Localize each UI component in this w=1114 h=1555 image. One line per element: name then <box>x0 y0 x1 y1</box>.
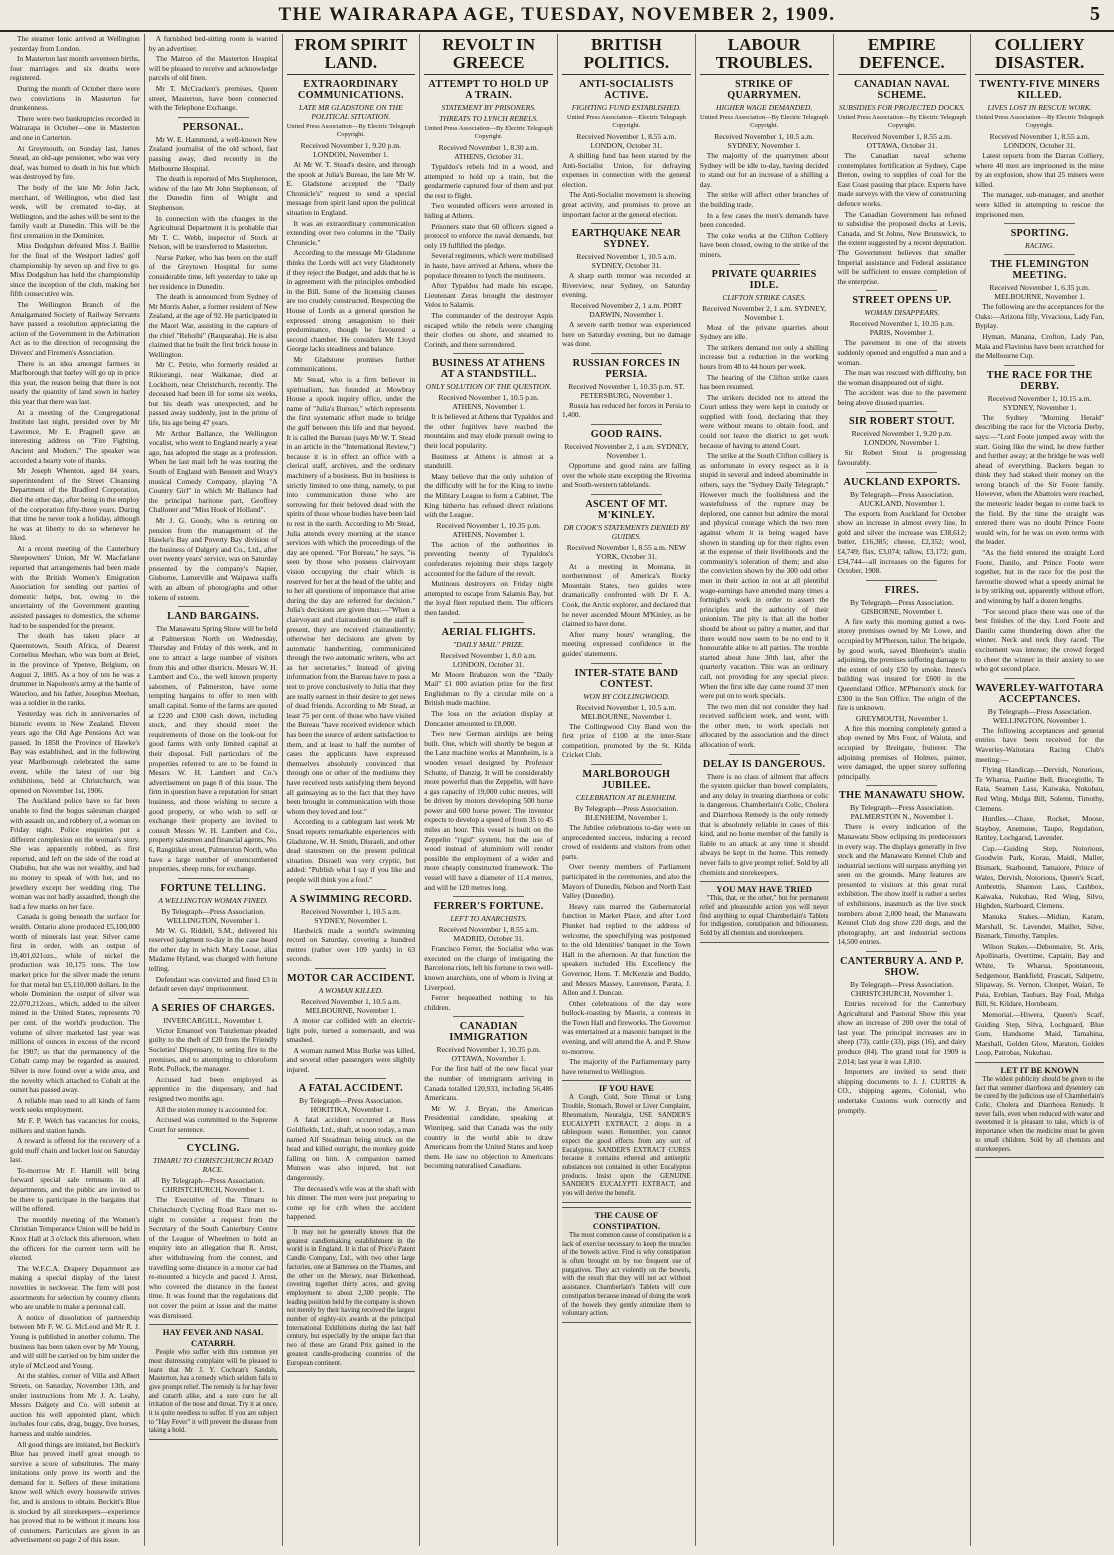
section-divider <box>729 264 800 265</box>
article-paragraph: The strikers decided not to attend the Court unless they were kept in custody or supplied with food, declaring that they were without means to obtain food, and could not leave the district to get work because of having to attend Court. <box>699 392 829 450</box>
article-paragraph: Prisoners state that 60 officers signed a protocol to enforce the naval demands, but only 19 fulfilled the pledge. <box>424 221 553 250</box>
article-dateline: Received November 1, 9.20 p.m. LONDON, November 1. <box>300 141 402 159</box>
article-dateline: By Telegraph—Press Association. CHRISTCHURCH, November 1. <box>850 980 954 999</box>
article-paragraph: The two men did not consider they had received sufficient work, and went, with the other men, to work specials not allocated by the association and the direct allocation of work. <box>699 701 829 750</box>
section-divider <box>453 896 524 897</box>
article-paragraph: Mr Stead, who is a firm believer in spiritualism, has founded at Mowbray House a spook inquiry office, under the name of "Julia's Bureau," which represents the first systematic effort made to bridge the gulf between this life and that beyond. It is called the Bureau (says Mr W. T. Stead in an article in the "International Review,") because it is in effect an office with a clerical staff, archives, and the ordinary machinery of a business. But its business is strictly limited to one thing, namely, to put into communication those who are sorrowing for their beloved dead with the spirits of those whose bodies have been laid to rest in the earth. According to Mr Stead, Julia attends every morning at the stance services with which the proceedings of the day are opened. "For Bureau," he says, "is seen by those who possess clairvoyant vision occupying the chair which is reserved for her at the head of the table; and to her all questions of importance that arise during the day are referred for decision." Julia's decisions are given thus:—"When a clairvoyant and clairaudient on the staff is present, they are received clairaudiently; otherwise her decisions are given by automatic handwriting, communicated through the two automatic writers, who act as her secretaries." Instead of giving information from the Bureau have to pass a test to prove conclusively to Julia that they are really earnest in their desire to get news of dead friends. According to Mr Stead, at least 75 per cent. of those who have visited the Bureau "have received evidence which has been the source of ardent satisfaction to them, and at least to half the number of cases the applicants have expressed themselves absolutely convinced that through one or other of the mediums they have received tests satisfying them beyond all gainsaying as to the fact that they have been brought in communication with those whom they loved and lost." <box>286 375 416 816</box>
masthead <box>0 0 1114 32</box>
article-paragraph: The W.F.C.A. Drapery Department are making a special display of the latest novelties in neckwear. The firm will post assortments for selection by country clients who are unable to make a personal call. <box>10 1263 140 1312</box>
article-subheading: FIGHTING FUND ESTABLISHED. <box>571 103 682 112</box>
article-dateline: Received November 1, 10.35 p.m. PARIS, November 1. <box>849 319 954 338</box>
article-headline: ANTI-SOCIALISTS ACTIVE. <box>579 79 674 101</box>
advertisement <box>700 881 829 943</box>
article-paragraph: To-morrow Mr F. Hamill will bring forward special sale remnants in all departments, and the public are invited to be there to participate in the bargains that will be offered. <box>10 1165 140 1214</box>
article-paragraph: The majority of the Parliamentary party have returned to Wellington. <box>562 1057 691 1076</box>
section-divider <box>178 117 249 118</box>
column-6 <box>695 34 833 1546</box>
wire-credit: United Press Association—By Electric Telegraph Copyright. <box>837 114 967 129</box>
advertisement-text: The widest publicity should be given to the fact that summer diarrhoea and dysentery can be cured by the judicious use of Chamberlain's Colic, Cholera and Diarrhoea Remedy. It never fails, even when reduced with water and sweetened it is pleasant to take, which is of importance when the medicine must be given to small children. Sold by all chemists and storekeepers. <box>975 1075 1104 1153</box>
article-headline: GOOD RAINS. <box>590 428 662 440</box>
article-paragraph: The Matron of the Masterton Hospital will be pleased to receive and acknowledge parcels of old linen. <box>148 54 278 83</box>
article-headline: RUSSIAN FORCES IN PERSIA. <box>572 357 681 380</box>
section-divider <box>1004 678 1075 679</box>
newspaper-title: THE WAIRARAPA AGE, TUESDAY, NOVEMBER 2, 1909. <box>278 4 836 25</box>
article-paragraph: The pavement in one of the streets suddenly opened and engulfed a man and a woman. <box>837 338 967 367</box>
section-divider <box>591 494 662 495</box>
article-paragraph: During the month of October there were two convictions in Masterton for drunkenness. <box>10 83 140 113</box>
article-paragraph: The steamer Ionic arrived at Wellington yesterday from London. <box>10 34 140 53</box>
article-paragraph: The Auckland police have so far been unable to find the bogus salesman charged with assault on, and robbery of, a woman on Friday night. Police enquiries put a different complexion on the woman's story. She was apparently robbed, as first reported, and left on the side of the road at Otahuhu, but she was not wealthy, and had no money to speak of with her, and no jewellery except her wedding ring. The woman was not badly assaulted, though she had a few marks on her face. <box>10 796 140 911</box>
article-headline: SPORTING. <box>1010 228 1069 240</box>
advertisement <box>149 1324 278 1440</box>
article-paragraph: The Anti-Socialist movement is showing great activity, and promises to prove an important factor at the general election. <box>562 190 691 219</box>
article-subheading: CLIFTON STRIKE CASES. <box>722 292 806 302</box>
wire-credit: United Press Association—By Electric Telegraph Copyright. <box>424 125 553 140</box>
article-paragraph: Importers are invited to send their shipping documents to J. J. CURTIS & CO., shipping agents, Colonial, who undertake Customs work correctly and promptly. <box>837 1067 967 1115</box>
article-headline: CANADIAN IMMIGRATION <box>449 1021 528 1044</box>
article-dateline: By Telegraph—Press Association. CHRISTCHURCH, November 1. <box>161 1176 265 1195</box>
article-paragraph: The deceased's wife was at the shaft with his dinner. The men were just preparing to come up for crib when the accident happened. <box>286 1183 416 1222</box>
article-paragraph: Two new German airships are being built. One, which will shortly be begun at the Lanz machine works at Mannheim, is a wooden vessel designed by Professor Schutte, of Danzig. It will be considerably more powerful than the Zeppelin, will have a gas capacity of 19,000 cubic metres, will be driven by motors developing 500 horse power and 600 horse power. The inventor expects to develop a speed of from 35 to 45 miles an hour. This vessel is built on the Zeppelin "rigid" system, but the use of wood instead of aluminium will render possible the employment of a wider and more cheaply constructed framework. The vessel will have a diameter of 11.4 metres, and will be 120 metres long. <box>424 729 553 892</box>
article-paragraph: The Sydney "Morning Herald" describing the race for the Victoria Derby, says:—"Lord Foote jumped away with the start. Going like the wind, he drew further and further away; at the bridge he was well ahead of everything. Backers began to think they had staked their money on the wrong branch of the Sir Foote family. However, when the Abattoirs were reached, the meteoric leader began to come back to the field. By the time the straight was entered there was no doubt Prince Foote would win, for he was on even terms with the leader. <box>975 412 1104 547</box>
article-headline: CYCLING. <box>186 1143 240 1155</box>
article-headline: TWENTY-FIVE MINERS KILLED. <box>979 79 1101 101</box>
article-paragraph: A reward is offered for the recovery of a gold muff chain and locket lost on Saturday last. <box>10 1136 140 1165</box>
article-headline: STRIKE OF QUARRYMEN. <box>727 79 801 101</box>
article-subheading: CELEBRATION AT BLENHEIM. <box>575 793 677 802</box>
article-paragraph: Victor Emanuel von Tunzleman pleaded guilty to the theft of £20 from the Friendly Societies' Dispensary, to setting fire to the premises, and to attempting to chloroform Robt. Pollock, the manager. <box>148 1025 278 1074</box>
wire-credit: United Press Association—By Electric Telegraph Copyright. <box>699 114 829 129</box>
article-paragraph: The strike will affect other branches of the building trade. <box>699 190 829 209</box>
article-paragraph: Mr Moore Brabazon won the "Daily Mail" £1 000 aviation prize for the first Englishman to fly a circular mile on a British made machine. <box>424 669 553 708</box>
column-headline: COLLIERY DISASTER. <box>975 36 1104 75</box>
section-divider <box>866 580 937 581</box>
article-dateline: Received November 1, 8.55 a.m. OTTAWA, October 31. <box>851 132 952 150</box>
section-divider <box>866 951 937 952</box>
article-paragraph: Sir Robert Stout is progressing favourably. <box>837 448 967 468</box>
section-divider <box>591 424 662 425</box>
article-subheading: TIMARU TO CHRISTCHURCH ROAD RACE. <box>152 1156 274 1175</box>
wire-credit: United Press Association—By Electric Telegraph Copyright. <box>975 114 1104 129</box>
article-headline: THE RACE FOR THE DERBY. <box>986 369 1093 392</box>
article-paragraph: "As the field entered the straight Lord Foote, Danilo, and Prince Foote were together, but in the race for the post the favourite showed what a speedy animal he is by striking out, apparently without effort, and winning by half a dozen lengths. <box>975 548 1104 605</box>
article-paragraph: The loss on the aviation display at Doncaster amounted to £8,000. <box>424 708 553 728</box>
column-headline: EMPIRE DEFENCE. <box>838 36 967 75</box>
article-headline: CANADIAN NAVAL SCHEME. <box>853 79 950 101</box>
article-paragraph: Hurdles.—Chase, Rocket, Moose, Stayboy, Anemone, Taupo, Regulation, Rattley, Lochgarsd, Lavender. <box>975 814 1104 843</box>
article-paragraph: The coke works at the Clifton Colliery have been closed, owing to the strike of the miners. <box>699 230 829 259</box>
section-divider <box>1004 365 1075 366</box>
article-headline: FORTUNE TELLING. <box>160 882 266 894</box>
article-dateline: Received November 1, 10.5 a.m. MELBOURNE, November 1. <box>300 996 401 1015</box>
article-dateline: Received November 2, 1 a.m. SYDNEY, November 1. <box>564 441 689 460</box>
article-headline: STREET OPENS UP. <box>852 295 952 307</box>
article-headline: ASCENT OF MT. M'KINLEY. <box>585 498 668 521</box>
section-divider <box>866 472 937 473</box>
section-divider <box>866 785 937 786</box>
article-dateline: Received November 1, 9.20 p.m. LONDON, November 1. <box>851 429 953 448</box>
article-paragraph: The following acceptances and general entries have been received for the Waverley-Waitotara Racing Club's meeting:— <box>975 725 1104 764</box>
article-paragraph: It was an extraordinary communication extending over two columns in the "Daily Chronicle." <box>286 218 416 247</box>
article-paragraph: The strike at the South Clifton colliery is as unfortunate in every respect as it is stupid in several and indeed abominable in others, says the "Sydney Daily Telegraph." However much the foolishness and the wastefulness of the rupture may be deplored, one cannot but admire the moral and physical courage which the two men against whom it is being waged have shown in standing up for their rights even at the expense of their livelihoods and the community's toleration of them; and also the conviction shown by the 300 odd other men in their action in not at all plentiful wage-earnings have attended many times a fortnight's work in order to assert the principles and the authority of their unionism. The pity is that all the bother should be about so paltry a matter, and that there would now seem to be no end to it honourable alike to all parties. The trouble started about June 30th last, after the quarterly vacation. This was an ordinary call, not providing for any special piece. When the first idle day came round 37 men were put on to work specials. <box>699 451 829 701</box>
article-dateline: Received November 1, 10.5 a.m. SYDNEY, November 1. <box>300 906 401 925</box>
article-dateline: Received November 1, 10.5 a.m. MELBOURNE, November 1. <box>576 702 677 721</box>
advertisement <box>562 1080 691 1202</box>
article-subheading: A WOMAN KILLED. <box>318 985 383 995</box>
section-divider <box>591 353 662 354</box>
article-subheading: HIGHER WAGE DEMANDED. <box>715 103 813 112</box>
wire-credit: United Press Association—Electric Telegraph Copyright. <box>566 114 686 129</box>
article-paragraph: Russia has reduced her forces in Persia to 1,400. <box>562 400 691 420</box>
article-paragraph: The majority of the quarrymen about Sydney will be idle to-day, having decided to stand out for an increase of a shilling a day. <box>699 151 829 189</box>
article-subheading: SUBSIDIES FOR PROJECTED DOCKS. <box>838 103 965 112</box>
article-paragraph: Most of the private quarries about Sydney are idle. <box>699 322 829 342</box>
article-paragraph: A severe earth tremor was experienced here on Saturday evening, but no damage was done. <box>562 319 691 349</box>
article-headline: AUCKLAND EXPORTS. <box>843 476 961 488</box>
article-dateline: INVERCARGILL, November 1. <box>163 1015 263 1025</box>
column-headline: FROM SPIRIT LAND. <box>287 36 416 75</box>
article-headline: A SERIES OF CHARGES. <box>151 1002 275 1014</box>
article-subheading: ONLY SOLUTION OF THE QUESTION. <box>425 382 552 392</box>
article-paragraph: The Jubilee celebrations to-day were on unprecedented success, inducing a record crowd of residents and visitors from other parts. <box>562 823 691 861</box>
article-paragraph: Over twenty members of Parliament participated in the ceremonies, and also the Mayors of Dunedin, Nelson and North East Valley (Dunedin). <box>562 862 691 901</box>
article-dateline: Received November 1, 10.35 p.m. ST. PETERSBURG, November 1. <box>568 381 685 400</box>
article-dateline: Received November 1, 8.0 a.m. LONDON, October 31. <box>440 650 537 669</box>
article-headline: MARLBOROUGH JUBILEE. <box>582 769 671 791</box>
article-paragraph: After Typaldos had made his escape, Lieutenant Zeras brought the destroyer Velos to Salamis. <box>424 281 553 310</box>
article-paragraph: All good things are imitated, but Beckitt's Blue has proved itself great enough to survive a score of substitutes. The many imitations only prove its worth and the demand for it. Sellers of these imitations know well which every housewife strives for, and is anxious to obtain. Beckitt's Blue is stocked by all storekeepers—experience has proved that to be without it means loss of customers. Particulars are given in an advertisement on page 2 of this issue. <box>10 1439 140 1545</box>
article-paragraph: The Wellington Branch of the Amalgamated Society of Railway Servants have passed a resolution appreciating the action of the Government in the Arbitration Act as to the direction of recognising the Drivers' and Firemen's Association. <box>10 300 140 357</box>
article-paragraph: In connection with the changes in the Agricultural Department it is probable that Mr T. C. Webb, inspector of Stock at Nelson, will be transferred to Masterton. <box>148 213 278 252</box>
article-paragraph: A shilling fund has been started by the Anti-Socialist Union, for defraying expenses in connection with the general election. <box>562 151 691 189</box>
article-headline: EARTHQUAKE NEAR SYDNEY. <box>571 228 681 251</box>
article-paragraph: Accused had been employed as apprentice in the dispensary, and had resigned two months ago. <box>148 1074 278 1103</box>
article-paragraph: According to the message Mr Gladstone thinks the Lords will act very Gladstonely if they reject the Budget, and adds that he is in agreement with the principles embodied in the Bill. Some of the licensing clauses are too crudely constructed. Respecting the House of Lords as a general question he expressed strong antagonism to their predominance, though he favoured a second chamber. He considers Mr Lloyd George lacks steadiness and balance. <box>286 248 416 354</box>
column-headline: LABOUR TROUBLES. <box>700 36 829 75</box>
article-paragraph: Mr W. E. Hammond, a well-known New Zealand journalist of the old school, fast passing away, died recently in the Melbourne Hospital. <box>148 134 278 173</box>
advertisement <box>562 1207 691 1323</box>
article-paragraph: The monthly meeting of the Women's Christian Temperance Union will be held in Knox Hall at 3 o'clock this afternoon, when the officers for the current term will be elected. <box>10 1214 140 1263</box>
advertisement-text: People who suffer with this common yet most distressing complaint will be pleased to learn that Mr J. Y. Cochran's Sandals, Masterton, has a remedy which seldom fails to give prompt relief. The remedy is for hay fever and catarrh alike, and a sure cure for all irritation of the nose and throat. Try it at once, it is quite needless to suffer. If you are subject to "Hay Fever" it will prevent the disease from taking a hold. <box>148 1349 278 1435</box>
section-divider <box>1004 254 1075 255</box>
article-headline: THE MANAWATU SHOW. <box>839 790 965 802</box>
wire-credit: United Press Association—By Electric Telegraph Copyright. <box>286 123 416 138</box>
article-headline: WAVERLEY-WAITOTARA ACCEPTANCES. <box>975 682 1104 705</box>
section-divider <box>866 290 937 291</box>
article-paragraph: Several regiments, which were mobilised in haste, have arrived at Athens, where the populace threaten to lynch the mutineers. <box>424 251 553 280</box>
article-paragraph: Latest reports from the Darran Colliery, where 40 men are imprisoned in the mine by an explosion, show that 25 miners were killed. <box>975 151 1104 189</box>
section-divider <box>453 1016 524 1017</box>
article-paragraph: At Mr W. T. Stead's desire, and through the spook at Julia's Bureau, the late Mr W. E. Gladstone accepted the "Daily Chronicle's" request to send a special message from spirit land upon the political situation in England. <box>286 160 416 217</box>
article-paragraph: The man was rescued with difficulty, but the woman disappeared out of sight. <box>837 368 967 387</box>
article-paragraph: There were two bankruptcies recorded in Wairarapa in October—one in Masterton and one in Carterton. <box>10 113 140 142</box>
article-paragraph: A fire early this morning gutted a two-storey premises owned by Mr Lowe, and occupied by M'Pherson, tailor. The brigade, by good work, saved Blenheim's studio adjoining, the premises suffering damage to the extent of only £50 by smoke. Innes's building was insured for £600 in the Queensland Office. M'Pherson's stock for £300 in the Sun Office. The origin of the fire is unknown. <box>837 616 967 713</box>
article-headline: CANTERBURY A. AND P. SHOW. <box>840 956 964 979</box>
article-paragraph: Typaldos's rebels hid in a wood, and attempted to hold up a train, but the gendarmerie captured four of them and put the rest to flight. <box>424 162 553 200</box>
article-headline: A SWIMMING RECORD. <box>289 893 413 905</box>
article-paragraph: The Executive of the Timaru to Christchurch Cycling Road Race met to-night to consider a request from the Secretary of the South Canterbury Centre of the League of Wheelmen to hold an enquiry into an allegation that R. Arnst, after withdrawing from the contest, and travelling some distance in a motor car had re-mounted a bicycle and paced J. Arnst, who covered the distance in the fastest time. It was found that the regulations did not cover the point at issue and the matter was dismissed. <box>148 1195 278 1320</box>
article-paragraph: The death is announced from Sydney of Mr Morris Asher, a former resident of New Zealand, at the age of 92. He participated in the Maori War, assisting in the capture of the chief "Rehoihi" (Rauparaha). He is also claimed that he built the first brick house in Wellington. <box>148 292 278 359</box>
article-paragraph: A sharp earth tremor was recorded at Riverview, near Sydney, on Saturday evening. <box>562 271 691 300</box>
article-headline: LAND BARGAINS. <box>167 611 260 623</box>
article-dateline: By Telegraph—Press Association. BLENHEIM, November 1. <box>574 804 679 822</box>
article-paragraph: A reliable man used to all kinds of farm work seeks employment. <box>10 1095 140 1115</box>
article-subheading: WOMAN DISAPPEARS. <box>864 308 940 318</box>
article-paragraph: The death has taken place at Queenstown, South Africa, of Dearest Cornelius Meehan, who was born at Briel, in the province of Ypenve, Belgium, on August 2, 1805. As a boy of ten he was a drummer in Napoleon's army at the battle of Waterloo, and his father, Josephus Meehan, was a soldier in the ranks. <box>10 631 140 708</box>
article-headline: ATTEMPT TO HOLD UP A TRAIN. <box>428 79 549 101</box>
advertisement-title: THE CAUSE OF CONSTIPATION. <box>592 1209 660 1231</box>
article-paragraph: According to a cablegram last week Mr Stead reports remarkable experiences with Gladstone, W. H. Smith, Disraeli, and other dead statesmen on the present political situation. Disraeli was very cryptic, but added: "Publish what I say if you like and people will think you a fool." <box>286 817 416 884</box>
article-paragraph: Canada is going beneath the surface for wealth. Ontario alone produced £5,100,000 worth of minerals last year. Silver came first in order, with an output of 19,401,021ozs., while of nickel the production was 10,175 tons. The low market price for the silver made the return for that metal but £5,110,000 dollars. In the whole Dominion the output of silver was 22,070,212ozs., which, added to the silver mined in the United States, represents 70 per cent. of the world's production. The volume of silver marketed last year was millions of ounces in excess of the record for 1907; so that the permanency of the Cobalt camp may be regarded as assured. Silver is now found over a wide area, and the novelty which attached to Cobalt at the outset has passed away. <box>10 912 140 1095</box>
article-paragraph: The body of the late Mr John Jack, merchant, of Wellington, who died last week, will be cremated to-day, at Wellington, and the ashes will be sent to the family vault at Dunedin. This will be the first cremation in the Dominion. <box>10 182 140 240</box>
article-paragraph: Ferrer bequeathed nothing to his children. <box>424 993 553 1012</box>
article-paragraph: At a meeting in Montana, in northernmost of America's Rocky Mountain States, two guides were dramatically confronted with Dr F. A. Cook, the Arctic explorer, and declared that he never ascended Mount M'Kinley, as he claimed to have done. <box>562 561 691 629</box>
article-paragraph: A fire this morning completely gutted a shop owned by Mrs Foot, of Waiuta, and occupied by Breitgate, fruiterer. The adjoining premises of Holmes, painter, were damaged, the upper storey suffering principally. <box>837 723 967 781</box>
article-subheading: LEFT TO ANARCHISTS. <box>450 914 527 924</box>
article-paragraph: In Masterton last month seventeen births, four marriages and six deaths were registered. <box>10 54 140 83</box>
section-divider <box>866 411 937 412</box>
article-paragraph: Entries received for the Canterbury Agricultural and Pastoral Show this year show an increase of 200 over the total of last year. The principal increases are in sheep (73), cattle (33), pigs (16), and dairy produce (84). The grand total for 1909 is 2,014; last year it was 1,810. <box>837 999 967 1066</box>
section-divider <box>315 889 386 890</box>
article-paragraph: After many hours' wrangling, the meeting expressed confidence in the guides' statements. <box>562 629 691 659</box>
article-paragraph: Mr F. P. Welch has vacancies for cooks, milkers and station hands. <box>10 1115 140 1135</box>
article-dateline: By Telegraph—Press Association. PALMERSTON N., November 1. <box>850 803 954 822</box>
article-paragraph: At Greymouth, on Sunday last, James Snead, an old-age pensioner, who was very deaf, was burned to death in his hut which was destroyed by fire. <box>10 143 140 182</box>
article-subheading: LIVES LOST IN RESCUE WORK. <box>987 103 1092 112</box>
article-dateline: By Telegraph—Press Association. HOKITIKA, November 1. <box>299 1096 403 1115</box>
article-paragraph: At a recent meeting of the Canterbury Sheepowners' Union, Mr W. Macfarlane reported that arrangements had been made with the British Women's Emigration Association for sending out parties of domestic helps, but, owing to the uncertainty of the Government granting assisted passages to domestics, the scheme had to be suspended for the present. <box>10 543 140 630</box>
article-headline: MOTOR CAR ACCIDENT. <box>286 972 415 984</box>
advertisement <box>975 1062 1104 1158</box>
article-paragraph: The action of the authorities in preventing twenty of Typaldos's confederates rejoining their ships largely accounted for the failure of the revolt. <box>424 539 553 578</box>
article-paragraph: Accused was committed to the Supreme Court for sentence. <box>148 1115 278 1134</box>
article-headline: EXTRAORDINARY COMMUNICATIONS. <box>297 79 404 101</box>
section-divider <box>178 878 249 879</box>
article-paragraph: "For second place there was one of the best finishes of the day. Lord Foote and Danilo came thundering down after the winner. Neck and neck they raced. The excitement was intense; the crowd forged to cheer the winner in their anxiety to see who got second place. <box>975 606 1104 674</box>
article-headline: INTER-STATE BAND CONTEST. <box>574 667 679 690</box>
article-paragraph: Mr J. G. Goody, who is retiring on pension from the management of the Hawke's Bay and Poverty Bay division of the business of Dalgety and Co., Ltd., after over twenty years' service, was on Saturday presented by the company's Napier, Gisborne, Lamerville and Waipawa staffs with an album of photographs and other tokens of esteem. <box>148 515 278 602</box>
advertisement-text: "This, that, or the other," but for permanent relief and pleasurable action you will never find anything to equal Chamberlain's Tablets for indigestion, constipation and biliousness. Sold by all chemists and storekeepers. <box>699 895 829 937</box>
article-subheading: STATEMENT BY PRISONERS. <box>441 103 536 112</box>
article-dateline: Received November 1, 10.15 a.m. SYDNEY, November 1. <box>987 393 1092 412</box>
article-headline: PRIVATE QUARRIES IDLE. <box>711 268 817 291</box>
section-divider <box>178 1138 249 1139</box>
article-dateline: Received November 2, 1 a.m. PORT DARWIN, November 1. <box>570 300 683 319</box>
column-7 <box>833 34 971 1546</box>
article-dateline: Received November 1, 8.55 a.m. LONDON, October 31. <box>989 132 1090 150</box>
article-paragraph: At a meeting of the Congregational Institute last night, presided over by Mr Lawrence, Mr E. Pragnell gave an interesting address on "Fire Fighting, Ancient and Modern." The speaker was accorded a hearty vote of thanks. <box>10 407 140 465</box>
article-dateline: Received November 2, 1 a.m. SYDNEY, November 1. <box>702 303 827 322</box>
article-paragraph: Yesterday was rich in anniversaries of historic events in New Zealand. Eleven years ago the Old Age Pensions Act was passed. In 1858 the Province of Hawke's Bay was established, and in the following year Marlborough celebrated the same event, while the latest of our big exhibitions, held at Christchurch, was opened on November 1st, 1906. <box>10 708 140 795</box>
section-divider <box>315 968 386 969</box>
advertisement-title: IF YOU HAVE <box>598 1083 654 1094</box>
article-paragraph: Mr W. G. Riddell, S.M., delivered his reserved judgment to-day in the case heard the other day in which Mary Loose, alias Madame Hyland, was charged with fortune telling. <box>148 925 278 974</box>
article-paragraph: A fatal accident occurred at Ross Goldfields, Ltd., shaft, at noon today, a man named Alf Steadman being struck on the head and killed outright, the monkey guide falling on him. A companion named Munson was also injured, but not dangerously. <box>286 1115 416 1183</box>
article-paragraph: All the stolen money is accounted for. <box>155 1104 267 1114</box>
section-divider <box>1004 223 1075 224</box>
article-paragraph: The commander of the destroyer Aspis escaped while the rebels were changing their clothes on shore, and steamed to Corinth, and there surrendered. <box>424 310 553 349</box>
section-divider <box>315 1078 386 1079</box>
article-paragraph: The exports from Auckland for October show an increase in almost every line. In gold and silver the increase was £38,612; butter, £16,385; cheese, £2,352; wool, £4,749; flax, £3,074; tallow, £3,172; gum, £34,744—all increases on the figures for October, 1908. <box>837 508 967 576</box>
article-paragraph: Mr Gladstone promises further communications. <box>286 354 416 374</box>
article-dateline: Received November 1, 8.55 a.m. LONDON, October 31. <box>576 132 677 150</box>
article-paragraph: Hyman, Manana, Crofton, Lady Pan, Mala and Flavinius have been scratched for the Melbourne Cup. <box>975 331 1104 361</box>
section-divider <box>178 606 249 607</box>
article-paragraph: Hardwick made a world's swimming record on Saturday, covering a hundred metres (rather over 109 yards) in 63 seconds. <box>286 925 416 964</box>
column-1 <box>6 34 144 1546</box>
section-divider <box>591 663 662 664</box>
article-paragraph: There is every indication of the Manawatu Show eclipsing its predecessors in every way. The displays generally in live stock and the Manawatu Kennel Club and industrial sections will surpass anything yet seen on the grounds. Many features are presented to visitors at this great rural exhibition. The show itself is rather a series of exhibitions, inasmuch as the live stock numbers about 2,000 head, the Manawatu Kennel Club dog show 220 dogs, and the photography, art and industrial sections 14,500 entries. <box>837 822 967 947</box>
advertisement-title: HAY FEVER AND NASAL CATARRH. <box>162 1327 264 1349</box>
section-divider <box>453 353 524 354</box>
column-grid <box>6 34 1108 1546</box>
article-paragraph: The Canadian naval scheme contemplates fortification at Sydney, Cape Breton, owing to supplies of coal for the East Coast passing that place. Experts have made surveys with the view of constructing defence works. <box>837 151 967 208</box>
article-dateline: Received November 1, 8.55 a.m. NEW YORK, October 31. <box>566 542 686 561</box>
article-dateline: By Telegraph—Press Association. WELLINGTON, November 1. <box>161 906 265 925</box>
article-dateline: Received November 1, 10.35 p.m. OTTAWA, November 1. <box>436 1045 541 1064</box>
column-4 <box>419 34 557 1546</box>
article-paragraph: The hearing of the Clifton strike cases has been resumed. <box>699 372 829 392</box>
advertisement <box>287 1226 416 1372</box>
article-paragraph: Defendant was convicted and fined £3 in default seven days' imprisonment. <box>148 974 278 994</box>
article-headline: SIR ROBERT STOUT. <box>848 416 955 428</box>
article-paragraph: Business at Athens is almost at a standstill. <box>424 451 553 471</box>
article-paragraph: Mr Arthur Ballance, the Wellington vocalist, who went to England nearly a year ago, has adopted the stage as a profession. When he last mail left he was touring the South of England with Bennett and Wray's musical Comedy Company, playing "A Country Girl" in which Mr Ballance had the principal baritone part, Geoffrey Challoner and "Miss Hook of Holland". <box>148 428 278 515</box>
article-dateline: Received November 1, 10.5 a.m. SYDNEY, November 1. <box>714 132 815 150</box>
article-paragraph: It is believed at Athens that Typaldos and the other fugitives have reached the mountains and may elude pursuit owing to their local popularity. <box>424 412 553 451</box>
advertisement-title: YOU MAY HAVE TRIED <box>716 884 812 895</box>
advertisement-text: The most common cause of constipation is a lack of exercise necessary to keep the muscles of the bowels active. Find is why constipation is often brought on by too frequent use of purgatives. They act violently on the bowels, with the result that they will not act without assistance. Chamberlain's Tablets will cure constipation because instead of doing the work of the bowels they gently stimulate them to voluntary action. <box>562 1231 691 1318</box>
article-paragraph: Mutinous destroyers on Friday night attempted to escape from Salamis Bay, but the loyal fleet repulsed them. The officers then landed. <box>424 579 553 617</box>
article-dateline: Received November 1, 10.35 p.m. ATHENS, November 1. <box>436 520 541 539</box>
article-dateline: Received November 1, 10.5 p.m. ATHENS, November 1. <box>438 393 539 412</box>
article-paragraph: Mr T. McCracken's premises, Queen street, Masterton, have been connected with the Telephone Exchange. <box>148 83 278 113</box>
article-paragraph: Flying Handicap.—Dervish, Notorious, Te Wharua, Pauline Bell, Bracegirdle, Te Rata, Seamen Lass, Kaiwaka, Nukubau, Red Wing, Mulga Bill, Solemn, Timothy, Clemens. <box>975 765 1104 813</box>
article-paragraph: There is an idea amongst farmers in Marlborough that barley will go up in price this year, the reason being that there is not nearly the quantity of land sown in barley this year that there was last. <box>10 358 140 406</box>
section-divider <box>453 622 524 623</box>
column-headline: BRITISH POLITICS. <box>562 36 691 75</box>
article-paragraph: Wilson Stakes.—Debonnaire, St. Aris, Apollinaris, Overtime, Captain, Bay and White, Te Wharua, Spontaneous, Sedgemoor, Bankfield, Frascati, Saltpetre, Slipaway, St. Vernon, Clonpet, Waiari, Te Puia, Erebian, Taubars, Bay Foal, Mulga Bill, St. Kildare, Hornbeam. <box>975 941 1104 1009</box>
article-paragraph: The Collingwood City Band won the first prize of £100 at the inter-State competition, promoted by the St. Kilda Cricket Club. <box>562 721 691 760</box>
article-paragraph: A woman named Miss Burke was killed, and several other passengers were slightly injured. <box>286 1045 416 1074</box>
column-8 <box>970 34 1108 1546</box>
article-dateline: GREYMOUTH, November 1. <box>855 713 948 723</box>
article-paragraph: The manager, sub-manager, and another were killed in attempting to rescue the imprisoned men. <box>975 190 1104 219</box>
article-dateline: By Telegraph—Press Association. WELLINGTON, November 1. <box>987 706 1092 725</box>
article-paragraph: The following are the acceptances for the Oaks:—Arizona filly, Vivacious, Lady Fan, Byplay. <box>975 302 1104 331</box>
page-number: 5 <box>1090 3 1100 25</box>
article-dateline: Received November 1, 8.55 a.m. MADRID, October 31. <box>438 925 539 944</box>
article-paragraph: The death is reported of Mrs Stephenson, widow of the late Mr John Stephenson, of the Dunedin firm of Wright and Stephenson. <box>148 174 278 212</box>
section-divider <box>178 998 249 999</box>
section-divider <box>591 764 662 765</box>
article-headline: FIRES. <box>884 584 920 596</box>
article-paragraph: Manuka Stakes.—Midian, Karam, Marshall, St. Lavender, Maillet, Silve, Bismark, Timothy, Tamples. <box>975 912 1104 941</box>
article-paragraph: The strikers demand not only a shilling increase but a reduction in the working hours from 48 to 44 hours per week. <box>699 342 829 371</box>
article-paragraph: Mr W. J. Bryan, the American Presidential candidate, speaking at Winnipeg, said that Canada was the only country in the world able to draw Americans from the United States and keep them. He saw no objection to Americans becoming naturalised Canadians. <box>424 1103 553 1171</box>
article-paragraph: Mr C. Petrie, who formerly resided at Rikiorangi, near Waikanae, died at Lockhorn, near Christchurch, recently. The deceased had been ill for some six weeks, but his death was unexpected, and he passed away suddenly, just in the prime of life, his age being 47 years. <box>148 360 278 427</box>
article-paragraph: At the stables, corner of Villa and Albert Streets, on Saturday, November 13th, and under instructions from Mr J. A. Leahy, Messrs Dalgety and Co. will submit at auction his well appointed plant, which includes four cabs, drag, buggy, five horses, harness and stable sundries. <box>10 1371 140 1438</box>
article-paragraph: Other celebrations of the day were bullock-roasting by Maoris, a contests in the Town Hall and fireworks. The Governor was entertained at a masonic banquet in the evening, and will attend the A. and P. Show to-morrow. <box>562 998 691 1056</box>
advertisement-text: It may not be generally known that the greatest candlemaking establishment in the world is in England. It is that of Price's Patent Candle Company, Ltd., with two other large factories, one at Battersea on the Thames, and the other on the Mersey, near Birkenhead, covering together thirty acres, and giving employment to about 2,300 people. The leading position held by the company is shown not merely by their having received the largest number of eighty-six awards at the principal International Exhibitions during the last half century, but especially by the unique fact that two of these are Grand Prix gained in the greatest candle-producing countries of the European continent. <box>286 1229 416 1367</box>
article-paragraph: The accident was due to the pavement being above disused quarries. <box>837 388 967 407</box>
article-paragraph: Many believe that the only solution of the difficulty will be for the King to invite the Military League to form a Cabinet. The King hitherto has refused direct relations with the League. <box>424 471 553 520</box>
article-paragraph: In a few cases the men's demands have been conceded. <box>699 210 829 230</box>
advertisement-text: A Cough, Cold, Sore Throat or Lung Trouble, Stomach, Bowel or Liver Complaint, Rheumatism, Neuralgia, USE SANDER'S EUCALYPTI EXTRACT, 2 drops in a tablespoon water. Remember, you cannot expect the good effects from any sort of Eucalyptus. SANDER'S EXTRACT CURES because it contains ethereal and antiseptic substances not contained in other Eucalyptus products. Insist upon the GENUINE SANDER'S EUCALYPTI EXTRACT, and you will derive the benefit. <box>562 1094 691 1198</box>
article-paragraph: Opportune and good rains are falling over the whole state excepting the Riverina and South-western tablelands. <box>562 460 691 490</box>
article-dateline: By Telegraph—Press Association. GISBORNE, November 1. <box>850 597 954 616</box>
article-paragraph: Memorial.—Hiwera, Queen's Scarf, Guiding Step, Silva, Lochguard, Blue Gum, Handsome Maid, Tamahina, Marshall, Golden Glow, Maraton, Golden Loop, Patrobas, Nukuhau. <box>975 1009 1104 1058</box>
article-paragraph: Francisco Ferrer, the Socialist who was executed on the charge of instigating the Barcelona riots, left his fortune to two well-known anarchists, one of whom is living at Liverpool. <box>424 944 553 992</box>
article-headline: DELAY IS DANGEROUS. <box>702 758 826 770</box>
article-paragraph: The Canadian Government has refused to subsidise the proposed docks at Levis, Canada, and St Johns, New Brunswick, to the extent suggested by a recent deputation. The Government believes that smaller Imperial assistance and Federal assistance will be sufficient to ensure completion of the enterprise. <box>837 209 967 286</box>
article-paragraph: A furnished bed-sitting room is wanted by an advertiser. <box>148 34 278 53</box>
article-headline: THE FLEMINGTON MEETING. <box>990 259 1090 282</box>
article-paragraph: Miss Dodgshun defeated Miss J. Baillie for the final of the Westport ladies' golf championship by seven up and five to go. Miss Dodgshun has held the championship since the inception of the club, making her fifth consecutive win. <box>10 241 140 299</box>
article-paragraph: Mr Joseph Whenton, aged 84 years, superintendent of the Street Cleansing Department of the Bradford Corporation, died the other day, after being in the employ of the corporation fifty-three years. During that time he never took a holiday, although he was at liberty to do so whenever he liked. <box>10 466 140 543</box>
article-paragraph: Nurse Parker, who has been on the staff of the Greytown Hospital for some considerable time, left yesterday to take up her residence in Dunedin. <box>148 252 278 291</box>
article-paragraph: A notice of dissolution of partnership between Mr F. W. G. McLeod and Mr R. J. Young is published in another column. The business has been taken over by Mr Young, and will still be carried on by him under the style of McLeod and Young. <box>10 1312 140 1370</box>
column-3 <box>282 34 420 1546</box>
article-subheading: LATE MR GLADSTONE ON THE POLITICAL SITUATION. <box>298 103 403 121</box>
article-subheading: "DAILY MAIL" PRIZE. <box>452 639 525 649</box>
article-subheading: THREATS TO LYNCH REBELS. <box>439 114 539 123</box>
article-subheading: DR COOK'S STATEMENTS DENIED BY GUIDES. <box>563 522 690 541</box>
article-paragraph: For the first half of the new fiscal year the number of immigrants arriving in Canada totalled 120,933, including 56,486 Americans. <box>424 1064 553 1103</box>
article-subheading: RACING. <box>1024 241 1055 251</box>
section-divider <box>729 754 800 755</box>
article-dateline: Received November 1, 8.30 a.m. ATHENS, October 31. <box>438 143 539 161</box>
article-paragraph: Cup.—Guiding Step, Notorious, Goodwin Park, Korau, Maidi, Maller, Bismark, Starbound, Tamaiore, Prince of Wales, Dervish, Notorious, Queen's Scarf, Ambrettis, Shannon Lass, Cashbox, Kaiwaka, Nukuhau, Red Wing, Silvo, Highden, Starboard, Clemens. <box>975 843 1104 911</box>
article-subheading: A WELLINGTON WOMAN FINED. <box>158 895 268 905</box>
column-2 <box>144 34 282 1546</box>
article-headline: AERIAL FLIGHTS. <box>441 626 536 638</box>
article-dateline: Received November 1, 6.35 p.m. MELBOURNE, November 1. <box>989 283 1090 302</box>
article-dateline: By Telegraph—Press Association. AUCKLAND, November 1. <box>850 489 954 508</box>
article-headline: FERRER'S FORTUNE. <box>433 901 544 913</box>
article-dateline: Received November 1, 10.5 a.m. SYDNEY, October 31. <box>576 252 677 271</box>
article-paragraph: The Manawatu Spring Show will be held at Palmerston North on Wednesday, Thursday and Friday of this week, and in one to attract a large number of visitors from this and other districts. Messrs W. H. Lambert and Co., the well known property salesmen, of Palmerston, have some tempting bargains to offer to men with small capital. Some of the farms are quoted at £220 and £300 cash down, including stock, and they should meet the requirements of those on the look-out for good farms with only limited capital at their disposal. Full particulars of the properties referred to are to be found in Messrs W. H. Lambert and Co.'s advertisement on page 8 of this issue. The firm in question have a reputation for smart business, and those wishing to secure a good property, or who wish to sell or exchange their property are invited to consult Messrs W. H. Lambert and Co., property salesmen and financial agents, No. 6, Rangitikei street, Palmerston North, who have a large number of unencumbered properties, sheep runs, for exchange. <box>148 624 278 874</box>
article-paragraph: Heavy rain marred the Gubernatorial function in Market Place, and after Lord Plunket had replied to the address of welcome, the speechifying was postponed to the old Identities' banquet in the Town Hall in the afternoon. At that function the speakers included His Excellency the Governor, Hons. T. McKenzie and Buddo, and Messrs Massey, Laurenson, Parata, J. Allen and J. Duncan. <box>562 901 691 998</box>
article-subheading: WON BY COLLINGWOOD. <box>583 691 670 701</box>
column-headline: REVOLT IN GREECE <box>424 36 553 75</box>
article-headline: BUSINESS AT ATHENS AT A STANDSTILL. <box>432 358 546 381</box>
article-paragraph: A motor car collided with an electric-light pole, turned a somersault, and was smashed. <box>286 1015 416 1045</box>
advertisement-title: LET IT BE KNOWN <box>1000 1064 1079 1075</box>
article-paragraph: Two wounded officers were arrested in hiding at Athens. <box>424 201 553 220</box>
column-5 <box>557 34 695 1546</box>
article-headline: PERSONAL. <box>182 121 244 133</box>
article-paragraph: There is no class of ailment that affects the system quicker than bowel complaints, and any delay in treating diarrhoea or colic is dangerous. Chamberlain's Colic, Cholera and Diarrhoea Remedy is the only remedy that is absolutely reliable in cases of this kind, and no home member of the family is liable to an attack at any time it should always be kept in the home. This remedy never fails to give prompt relief. Sold by all chemists and storekeepers. <box>699 771 829 877</box>
section-divider <box>591 223 662 224</box>
article-headline: A FATAL ACCIDENT. <box>298 1083 403 1095</box>
